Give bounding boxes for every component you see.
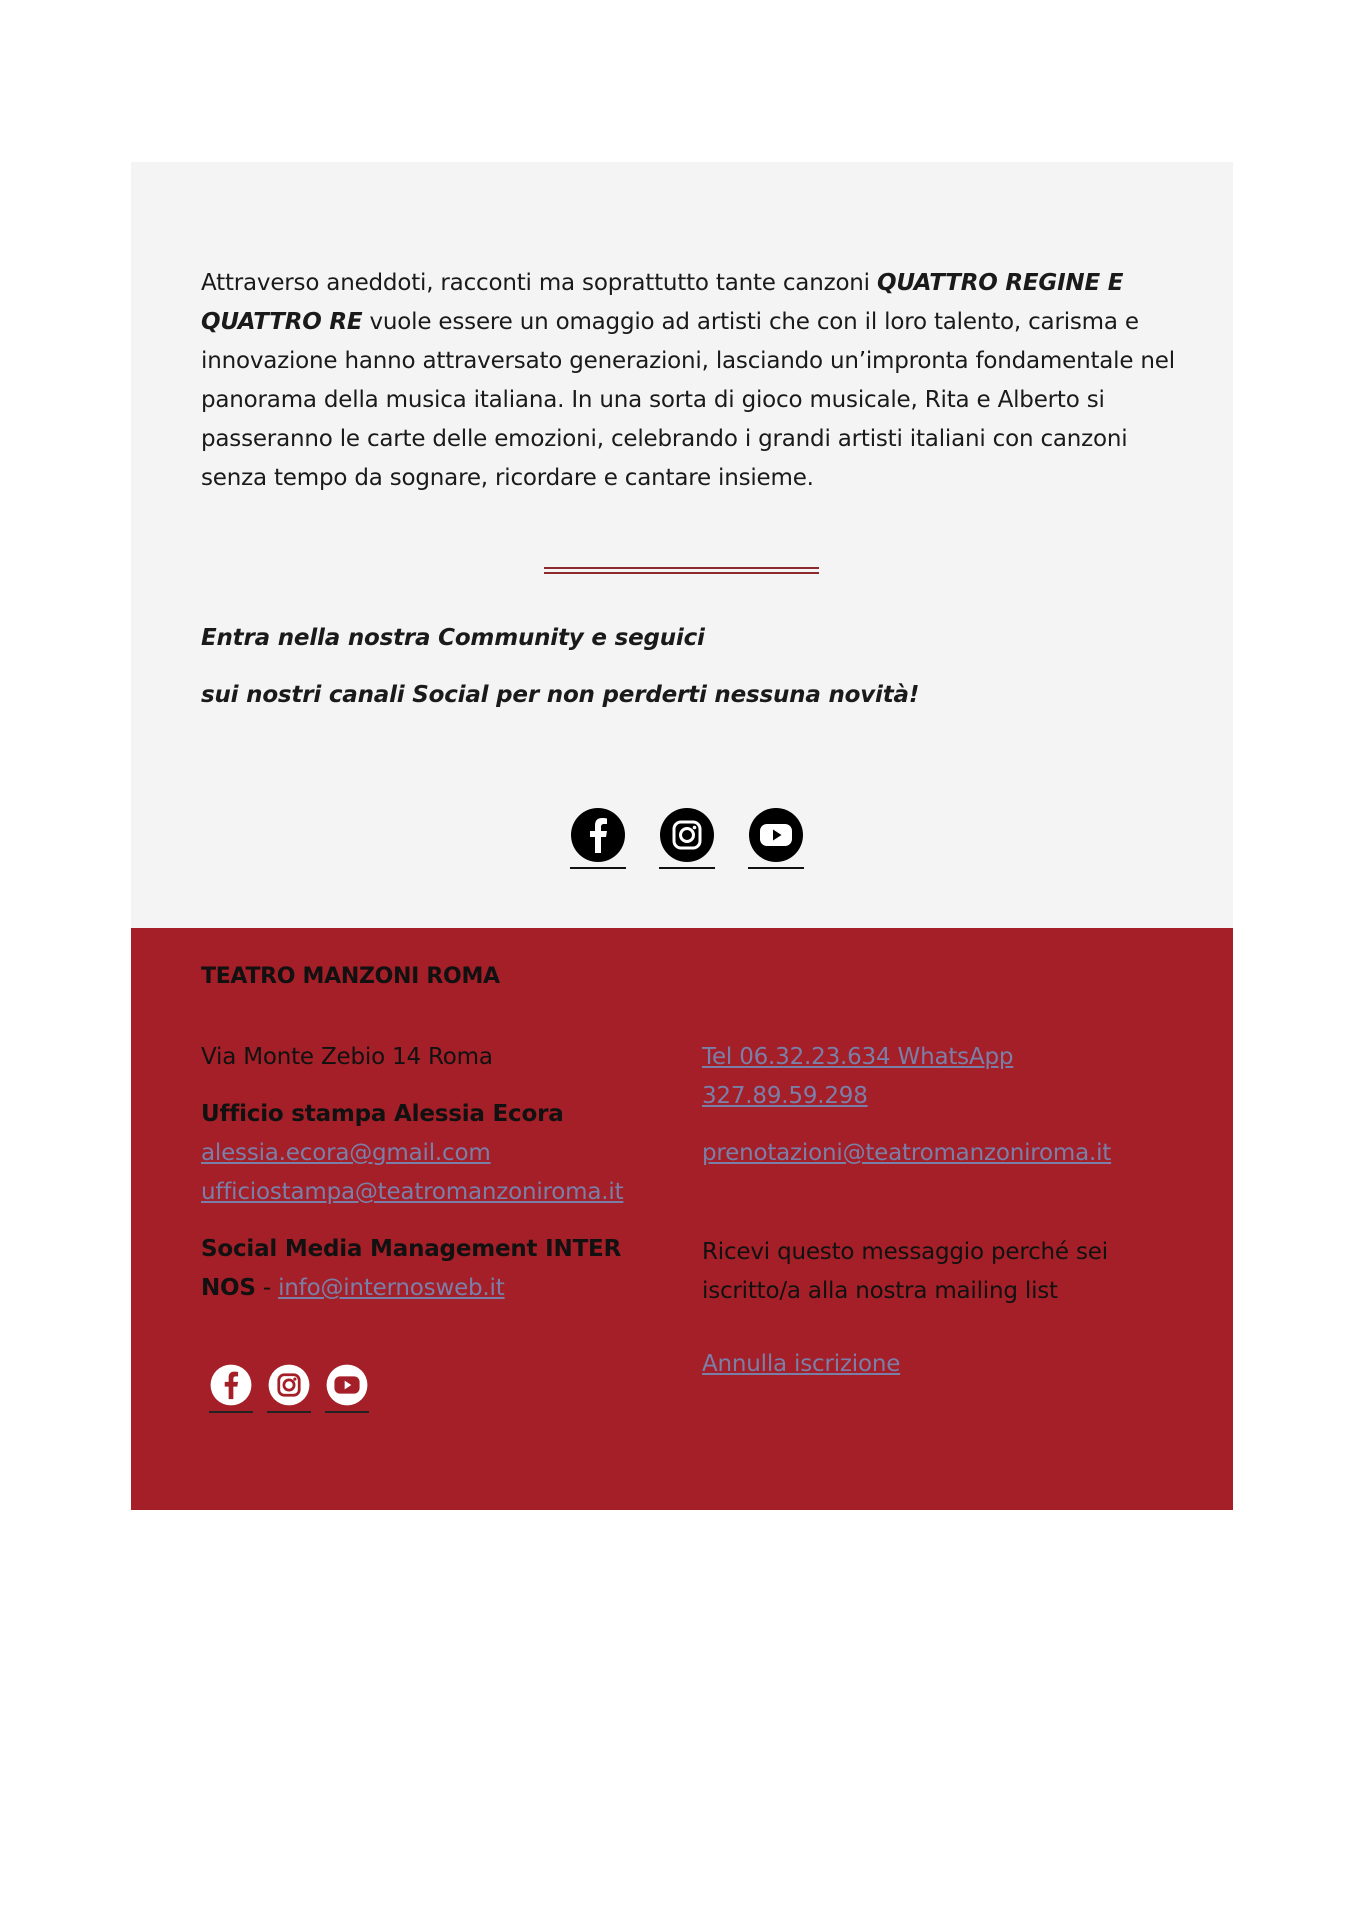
phone-link[interactable]: Tel 06.32.23.634 WhatsApp 327.89.59.298: [702, 1044, 1014, 1109]
community-line-2: sui nostri canali Social per non perderti nessuna novità!: [201, 682, 920, 708]
footer: [131, 928, 1233, 1510]
instagram-icon[interactable]: [659, 807, 715, 869]
social-mgmt-line: [201, 1230, 671, 1308]
social-mgmt-label: Social Media Management INTER NOS: [201, 1236, 622, 1301]
footer-contacts-right: [702, 1038, 1172, 1384]
show-title: QUATTRO REGINE E QUATTRO RE: [201, 270, 1124, 335]
intro-text-part1: Attraverso aneddoti, racconti ma soprattutto tante canzoni: [201, 270, 877, 296]
youtube-icon[interactable]: [748, 807, 804, 869]
facebook-icon[interactable]: [209, 1363, 253, 1413]
email-content: [131, 162, 1233, 1510]
intro-paragraph: [201, 264, 1181, 498]
press-email-link-2[interactable]: ufficiostampa@teatromanzoniroma.it: [201, 1179, 624, 1205]
press-office-label: Ufficio stampa Alessia Ecora: [201, 1101, 564, 1127]
community-line-1: Entra nella nostra Community e seguici: [201, 625, 705, 651]
press-email-link-1[interactable]: alessia.ecora@gmail.com: [201, 1140, 491, 1166]
intro-text-part2: vuole essere un omaggio ad artisti che con il loro talento, carisma e innovazione hanno attraversato generazioni, lasciando un’impronta fondamentale nel panorama della musica italiana. In una sorta di gioco musicale, Rita e Alberto si passeranno le carte delle emozioni, celebrando i grandi artisti italiani con canzoni senza tempo da sognare, ricordare e cantare insieme.: [201, 309, 1175, 491]
footer-title: TEATRO MANZONI ROMA: [201, 964, 500, 989]
footer-contacts-left: [201, 1038, 671, 1308]
mailing-list-notice: Ricevi questo messaggio perché sei iscritto/a alla nostra mailing list: [702, 1239, 1108, 1304]
unsubscribe-link[interactable]: Annulla iscrizione: [702, 1351, 901, 1377]
booking-email-link[interactable]: prenotazioni@teatromanzoniroma.it: [702, 1140, 1112, 1166]
youtube-icon[interactable]: [325, 1363, 369, 1413]
footer-address: Via Monte Zebio 14 Roma: [201, 1044, 493, 1070]
divider: [544, 567, 819, 574]
instagram-icon[interactable]: [267, 1363, 311, 1413]
social-links: [131, 807, 1233, 869]
facebook-icon[interactable]: [570, 807, 626, 869]
social-mgmt-separator: -: [255, 1275, 279, 1301]
social-mgmt-email-link[interactable]: info@internosweb.it: [278, 1275, 505, 1301]
footer-social-links: [209, 1363, 369, 1413]
body-panel: [131, 162, 1233, 928]
